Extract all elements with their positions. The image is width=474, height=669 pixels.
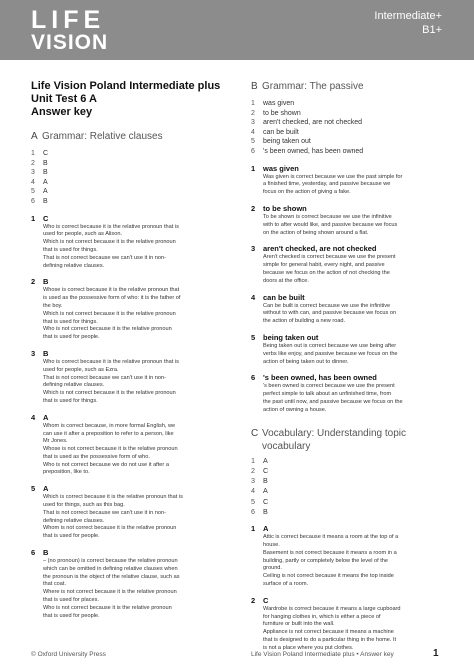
explanation-item xyxy=(31,277,234,342)
explanation-heading xyxy=(251,333,447,343)
answer-value: A xyxy=(263,486,268,496)
answer-value: C xyxy=(263,496,269,506)
answer-row xyxy=(251,476,447,486)
explanation-item xyxy=(251,244,447,285)
explanation-item xyxy=(251,293,447,326)
explanation-line: Wardrobe is correct because it means a large cupboard xyxy=(263,605,401,612)
explanation-line: the boy. xyxy=(43,302,63,309)
explanation-line: Which is not correct because it is the relative pronoun xyxy=(43,239,176,246)
explanation-line: Appliance is not correct because it means a machine xyxy=(263,629,394,636)
explanation-line: Basement is not correct because it means a room in a xyxy=(263,549,397,556)
explanation-line: Where is not correct because it is the relative pronoun xyxy=(43,589,177,596)
explanation-line: verbs like enjoy, and passive because we focus on the xyxy=(263,350,398,357)
explanation-item xyxy=(251,164,447,197)
explanation-number: 3 xyxy=(31,348,36,358)
explanation-number: 5 xyxy=(251,332,256,342)
explanation-answer: aren't checked, are not checked xyxy=(263,244,377,254)
explanation-number: 2 xyxy=(251,595,256,605)
logo-line2: VISION xyxy=(31,31,109,54)
answer-number: 5 xyxy=(251,496,255,506)
answer-row xyxy=(31,187,234,197)
answer-row xyxy=(251,137,447,147)
explanation-number: 4 xyxy=(251,292,256,302)
explanation-heading xyxy=(31,277,234,287)
answer-row xyxy=(251,109,447,119)
explanation-line: that is used as the possessive form of who. xyxy=(43,453,150,460)
section-letter: C xyxy=(251,427,259,439)
explanation-heading xyxy=(251,596,447,606)
explanation-line: Was given is correct because we use the past simple for xyxy=(263,173,403,180)
header-banner xyxy=(0,0,474,60)
explanation-line: Attic is correct because it means a room at the top of a xyxy=(263,534,399,541)
explanation-item xyxy=(31,413,234,478)
section-title-line1: Vocabulary: Understanding topic xyxy=(262,427,406,439)
explanation-line: without to with can, and passive because we focus on xyxy=(263,310,397,317)
explanation-line: Which is not correct because it is the relative pronoun xyxy=(43,310,176,317)
explanation-line: surface of a room. xyxy=(263,581,309,588)
explanation-body xyxy=(251,606,447,653)
answer-row xyxy=(251,486,447,496)
explanation-line: Who is correct because it is the relative pronoun that is xyxy=(43,223,179,230)
explanation-number: 2 xyxy=(31,277,36,287)
explanation-body xyxy=(31,359,234,406)
explanation-answer: C xyxy=(43,213,49,223)
explanation-line: Who is correct because it is the relative pronoun that is xyxy=(43,358,179,365)
explanation-line: Who is not correct because it is the relative pronoun xyxy=(43,604,172,611)
explanation-line: Aren't checked is correct because we use the present xyxy=(263,254,396,261)
explanation-answer: C xyxy=(263,595,269,605)
explanation-heading xyxy=(31,349,234,359)
level-label: Intermediate+ xyxy=(374,10,442,22)
explanation-item xyxy=(31,349,234,406)
answer-value: C xyxy=(263,465,269,475)
explanation-heading xyxy=(251,164,447,174)
section-letter: A xyxy=(31,131,38,142)
explanation-item xyxy=(251,204,447,237)
explanation-heading xyxy=(251,373,447,383)
explanation-item xyxy=(251,333,447,366)
answer-value: was given xyxy=(263,100,295,107)
explanation-line: Mr Jones. xyxy=(43,438,68,445)
explanation-item xyxy=(31,214,234,271)
answer-number: 3 xyxy=(31,169,35,177)
section-a-heading xyxy=(31,130,234,143)
explanation-item xyxy=(31,484,234,541)
section-a-explanations xyxy=(31,214,234,621)
explanation-heading xyxy=(31,484,234,494)
answer-row xyxy=(251,128,447,138)
explanation-line: with to after would like, and passive because we focus xyxy=(263,221,398,228)
explanation-answer: can be built xyxy=(263,292,305,302)
explanation-line: Who is not correct because it is the relative pronoun xyxy=(43,326,172,333)
answer-number: 4 xyxy=(31,178,35,186)
title-line2: Unit Test 6 A xyxy=(31,93,98,105)
explanation-answer: A xyxy=(43,412,49,422)
explanation-answer: to be shown xyxy=(263,203,307,213)
explanation-line: used for people, such as Ezra. xyxy=(43,366,119,373)
explanation-body xyxy=(31,423,234,478)
answer-number: 2 xyxy=(251,109,255,117)
section-title-line2: vocabulary xyxy=(262,440,311,452)
explanation-answer: B xyxy=(43,277,49,287)
explanation-answer: A xyxy=(263,524,269,534)
explanation-line: action of being taken out to dinner. xyxy=(263,358,349,365)
explanation-line: defining relative clauses. xyxy=(43,382,105,389)
answer-number: 4 xyxy=(251,486,255,496)
answer-value: aren't checked, are not checked xyxy=(263,119,363,127)
explanation-line: used for people, such as Alison. xyxy=(43,231,122,238)
explanation-answer: was given xyxy=(263,163,299,173)
answer-number: 6 xyxy=(31,197,35,205)
answer-number: 1 xyxy=(31,150,35,157)
explanation-line: that is used for things. xyxy=(43,397,98,404)
explanation-line: a finished time, yesterday, and passive because we xyxy=(263,181,391,188)
answer-row xyxy=(31,149,234,159)
answer-row xyxy=(251,147,447,157)
explanation-line: That is not correct because we can't use it in non- xyxy=(43,374,166,381)
explanation-line: that is used for things. xyxy=(43,246,98,253)
explanation-line: because we focus on the action of not checking the xyxy=(263,269,390,276)
answer-number: 5 xyxy=(31,188,35,196)
explanation-line: is not a place where you put clothes. xyxy=(263,644,354,651)
explanation-answer: B xyxy=(43,548,49,558)
right-column xyxy=(251,80,447,653)
explanation-heading xyxy=(251,524,447,534)
explanation-line: Can be built is correct because we use the infinitive xyxy=(263,302,391,309)
explanation-line: is used as the possessive form of who: it is the father of xyxy=(43,295,181,302)
answer-row xyxy=(31,178,234,188)
answer-row xyxy=(251,466,447,476)
explanation-line: 's been owned is correct because we use the present xyxy=(263,383,395,390)
explanation-line: Who is not correct because we do not use it after a xyxy=(43,461,169,468)
explanation-body xyxy=(31,287,234,342)
explanation-number: 1 xyxy=(31,213,36,223)
answer-number: 6 xyxy=(251,147,255,155)
explanation-body xyxy=(251,383,447,414)
section-b-answer-list xyxy=(251,99,447,157)
explanation-answer: being taken out xyxy=(263,332,319,342)
explanation-body xyxy=(31,224,234,271)
section-c-explanations xyxy=(251,524,447,652)
explanation-line: focus on the action of giving a fake. xyxy=(263,189,351,196)
explanation-line: preposition, like to. xyxy=(43,469,90,476)
explanation-heading xyxy=(251,244,447,254)
explanation-line: That is not correct because we can't use it in non- xyxy=(43,254,166,261)
footer-copyright: © Oxford University Press xyxy=(31,651,106,658)
logo-line1: LIFE xyxy=(31,6,106,34)
explanation-line: Whose is correct because it is the relative pronoun that xyxy=(43,287,180,294)
explanation-line: that coat. xyxy=(43,581,67,588)
left-column xyxy=(31,80,234,620)
page-number: 1 xyxy=(433,648,439,659)
explanation-line: Whose is not correct because it is the relative pronoun xyxy=(43,446,178,453)
life-vision-logo xyxy=(31,8,131,54)
explanation-number: 5 xyxy=(31,484,36,494)
answer-number: 4 xyxy=(251,128,255,136)
explanation-number: 1 xyxy=(251,524,256,534)
explanation-line: furniture or built into the wall. xyxy=(263,621,335,628)
explanation-heading xyxy=(251,204,447,214)
explanation-heading xyxy=(31,413,234,423)
explanation-line: To be shown is correct because we use the infinitive xyxy=(263,213,392,220)
explanation-body xyxy=(251,303,447,326)
explanation-line: used for things, such as this bag. xyxy=(43,502,125,509)
explanation-line: perfect simple to talk about an unfinished time, from xyxy=(263,391,392,398)
answer-value: can be built xyxy=(263,128,299,136)
section-c-answer-list xyxy=(251,456,447,518)
explanation-number: 3 xyxy=(251,244,256,254)
explanation-answer: B xyxy=(43,348,49,358)
explanation-line: Ceiling is not correct because it means the top inside xyxy=(263,573,394,580)
level-code: B1+ xyxy=(422,24,442,36)
explanation-line: that is used for people. xyxy=(43,533,100,540)
explanation-line: defining relative clauses. xyxy=(43,517,105,524)
explanation-line: house. xyxy=(263,542,280,549)
title-line1: Life Vision Poland Intermediate plus xyxy=(31,80,221,92)
explanation-body xyxy=(31,558,234,620)
answer-number: 2 xyxy=(251,465,255,475)
answer-number: 1 xyxy=(251,100,255,107)
document-title xyxy=(31,80,234,119)
explanation-number: 6 xyxy=(31,548,36,558)
explanation-line: building, partly or completely below the level of the xyxy=(263,557,388,564)
section-a-answer-list xyxy=(31,149,234,207)
explanation-line: which can be omitted in defining relative clauses when xyxy=(43,565,178,572)
explanation-heading xyxy=(251,293,447,303)
explanation-body xyxy=(251,174,447,197)
answer-row xyxy=(31,197,234,207)
explanation-line: ground. xyxy=(263,565,282,572)
answer-value: 's been owned, has been owned xyxy=(263,147,364,155)
explanation-line: the past until now, and passive because we focus on the xyxy=(263,398,403,405)
explanation-item xyxy=(251,596,447,653)
explanation-heading xyxy=(31,548,234,558)
explanation-line: the pronoun is the object of the relative clause, such as xyxy=(43,573,180,580)
explanation-line: That is not correct because we can't use it in non- xyxy=(43,509,166,516)
section-title: Grammar: The passive xyxy=(262,81,364,92)
explanation-body xyxy=(31,494,234,541)
explanation-number: 6 xyxy=(251,373,256,383)
explanation-line: simple for general habit, every night, and passive xyxy=(263,262,385,269)
answer-number: 6 xyxy=(251,506,255,516)
explanation-body xyxy=(251,343,447,366)
explanation-line: that is used for places. xyxy=(43,597,99,604)
explanation-line: that is used for people. xyxy=(43,612,100,619)
answer-row xyxy=(31,168,234,178)
explanation-line: action of owning a house. xyxy=(263,406,327,413)
explanation-item xyxy=(251,373,447,414)
explanation-answer: 's been owned, has been owned xyxy=(263,373,377,383)
section-b-heading xyxy=(251,80,447,93)
explanation-line: Being taken out is correct because we use being after xyxy=(263,342,397,349)
answer-number: 5 xyxy=(251,138,255,146)
explanation-line: for hanging clothes in, which is either a piece of xyxy=(263,613,381,620)
answer-row xyxy=(251,99,447,109)
explanation-line: Whom is correct because, in more formal English, we xyxy=(43,422,176,429)
explanation-line: defining relative clauses. xyxy=(43,262,105,269)
explanation-body xyxy=(251,534,447,589)
explanation-item xyxy=(251,524,447,589)
answer-value: B xyxy=(263,506,268,516)
answer-value: A xyxy=(263,455,268,465)
section-c-heading xyxy=(251,427,447,453)
explanation-line: Whom is not correct because it is the relative pronoun xyxy=(43,525,177,532)
title-line3: Answer key xyxy=(31,106,93,118)
explanation-line: – (no pronoun) is correct because the relative pronoun xyxy=(43,558,178,565)
explanation-line: Which is correct because it is the relative pronoun that is xyxy=(43,494,183,501)
explanation-line: on the action of being shown around a flat. xyxy=(263,229,369,236)
answer-row xyxy=(251,118,447,128)
explanation-body xyxy=(251,254,447,285)
answer-value: A xyxy=(43,188,48,196)
explanation-number: 1 xyxy=(251,163,256,173)
answer-number: 2 xyxy=(31,159,35,167)
explanation-line: the action of building a new road. xyxy=(263,318,346,325)
explanation-line: Which is not correct because it is the relative pronoun xyxy=(43,390,176,397)
answer-value: B xyxy=(43,197,48,205)
answer-value: being taken out xyxy=(263,138,311,146)
explanation-line: that is used for people. xyxy=(43,334,100,341)
explanation-line: that is used for things. xyxy=(43,318,98,325)
answer-value: B xyxy=(43,169,48,177)
explanation-line: can use it after a preposition to refer to a person, like xyxy=(43,430,174,437)
explanation-body xyxy=(251,214,447,237)
answer-value: A xyxy=(43,178,48,186)
answer-row xyxy=(251,497,447,507)
answer-row xyxy=(31,159,234,169)
explanation-number: 2 xyxy=(251,203,256,213)
answer-value: B xyxy=(43,159,48,167)
answer-number: 1 xyxy=(251,455,255,465)
answer-number: 3 xyxy=(251,476,255,486)
answer-value: B xyxy=(263,476,268,486)
answer-number: 3 xyxy=(251,119,255,127)
section-title: Grammar: Relative clauses xyxy=(42,131,163,142)
section-letter: B xyxy=(251,81,258,92)
explanation-line: that is designed to do a particular thing in the home. It xyxy=(263,637,397,644)
answer-row xyxy=(251,456,447,466)
footer-title: Life Vision Poland Intermediate plus • Answer key xyxy=(251,651,394,658)
explanation-line: doors at the office. xyxy=(263,277,309,284)
explanation-item xyxy=(31,548,234,620)
answer-value: C xyxy=(43,150,49,157)
explanation-number: 4 xyxy=(31,412,36,422)
section-b-explanations xyxy=(251,164,447,415)
answer-row xyxy=(251,507,447,517)
explanation-heading xyxy=(31,214,234,224)
explanation-answer: A xyxy=(43,484,49,494)
answer-value: to be shown xyxy=(263,109,301,117)
